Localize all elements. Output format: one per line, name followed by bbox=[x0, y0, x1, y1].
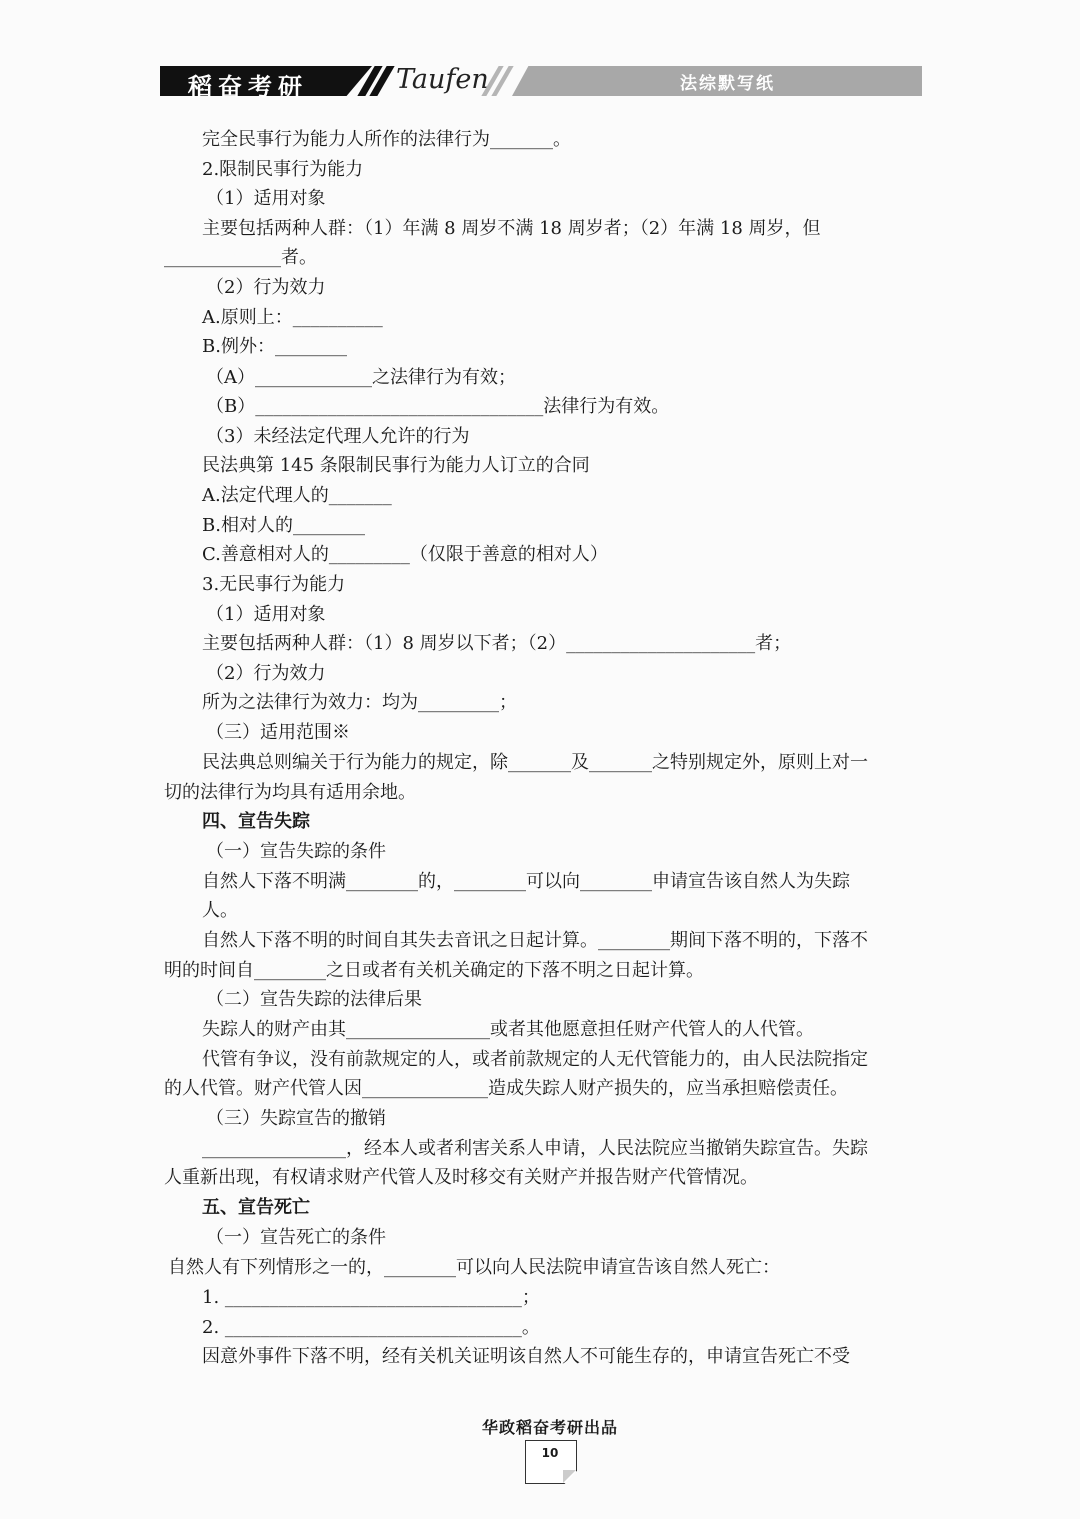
footer-publisher: 华政稻奋考研出品 bbox=[482, 1418, 619, 1437]
text-line: 失踪人的财产由其________________或者其他愿意担任财产代管人的人代管。 bbox=[202, 1019, 814, 1040]
text-line: （三）适用范围※ bbox=[206, 722, 350, 743]
section-heading: 五、宣告死亡 bbox=[202, 1197, 310, 1218]
text-line: （一）宣告失踪的条件 bbox=[206, 841, 386, 862]
header-brand: 稻奋考研 bbox=[188, 73, 308, 101]
text-line: （2）行为效力 bbox=[206, 663, 326, 684]
text-line: 人重新出现，有权请求财产代管人及时移交有关财产并报告财产代管情况。 bbox=[164, 1167, 758, 1188]
text-line: （1）适用对象 bbox=[206, 188, 326, 209]
text-line: 自然人下落不明满________的，________可以向________申请宣告该自然人为失踪 bbox=[202, 871, 850, 892]
page-header bbox=[160, 64, 922, 101]
page-number: 10 bbox=[541, 1446, 559, 1460]
text-line: 民法典总则编关于行为能力的规定，除_______及_______之特别规定外，原则上对一 bbox=[202, 752, 868, 773]
text-line: （A）_____________之法律行为有效； bbox=[206, 367, 516, 388]
text-line: （一）宣告死亡的条件 bbox=[206, 1227, 386, 1248]
text-line: C.善意相对人的_________（仅限于善意的相对人） bbox=[202, 544, 608, 565]
text-line: 自然人下落不明的时间自其失去音讯之日起计算。________期间下落不明的，下落不 bbox=[202, 930, 868, 951]
text-line: 的人代管。财产代管人因______________造成失踪人财产损失的，应当承担赔偿责任。 bbox=[164, 1078, 848, 1099]
text-line: （二）宣告失踪的法律后果 bbox=[206, 989, 422, 1010]
text-line: _____________者。 bbox=[164, 247, 317, 268]
text-line: A.法定代理人的_______ bbox=[202, 485, 392, 506]
text-line: （1）适用对象 bbox=[206, 604, 326, 625]
text-line: 主要包括两种人群：（1）8 周岁以下者；（2）_____________________者； bbox=[202, 633, 792, 654]
text-line: （B）________________________________法律行为有效。 bbox=[206, 396, 670, 417]
text-line: 切的法律行为均具有适用余地。 bbox=[164, 782, 416, 803]
text-line: 主要包括两种人群：（1）年满 8 周岁不满 18 周岁者；（2）年满 18 周岁，但 bbox=[202, 218, 821, 239]
text-line: B.例外：________ bbox=[202, 336, 347, 357]
header-subtitle: 法综默写纸 bbox=[680, 74, 775, 94]
text-line: 1. _________________________________； bbox=[202, 1287, 540, 1308]
text-line: 自然人有下列情形之一的，________可以向人民法院申请宣告该自然人死亡： bbox=[168, 1257, 780, 1278]
text-line: B.相对人的________ bbox=[202, 515, 365, 536]
text-line: （三）失踪宣告的撤销 bbox=[206, 1108, 386, 1129]
header-logo-text: Taufen bbox=[396, 64, 489, 95]
text-line: 2. _________________________________。 bbox=[202, 1317, 540, 1338]
text-line: 人。 bbox=[202, 900, 238, 921]
section-heading: 四、宣告失踪 bbox=[202, 811, 310, 832]
text-line: 2.限制民事行为能力 bbox=[202, 159, 364, 180]
text-line: 民法典第 145 条限制民事行为能力人订立的合同 bbox=[202, 455, 590, 476]
text-line: 完全民事行为能力人所作的法律行为_______。 bbox=[202, 129, 571, 150]
text-line: 代管有争议，没有前款规定的人，或者前款规定的人无代管能力的，由人民法院指定 bbox=[202, 1049, 868, 1070]
text-line: （2）行为效力 bbox=[206, 277, 326, 298]
text-line: A.原则上：__________ bbox=[202, 307, 383, 328]
text-line: 因意外事件下落不明，经有关机关证明该自然人不可能生存的，申请宣告死亡不受 bbox=[202, 1346, 850, 1367]
text-line: 明的时间自________之日或者有关机关确定的下落不明之日起计算。 bbox=[164, 960, 704, 981]
text-line: ________________，经本人或者利害关系人申请，人民法院应当撤销失踪宣告。失踪 bbox=[202, 1138, 868, 1159]
text-line: 3.无民事行为能力 bbox=[202, 574, 346, 595]
text-line: （3）未经法定代理人允许的行为 bbox=[206, 426, 470, 447]
text-line: 所为之法律行为效力：均为_________； bbox=[202, 692, 517, 713]
